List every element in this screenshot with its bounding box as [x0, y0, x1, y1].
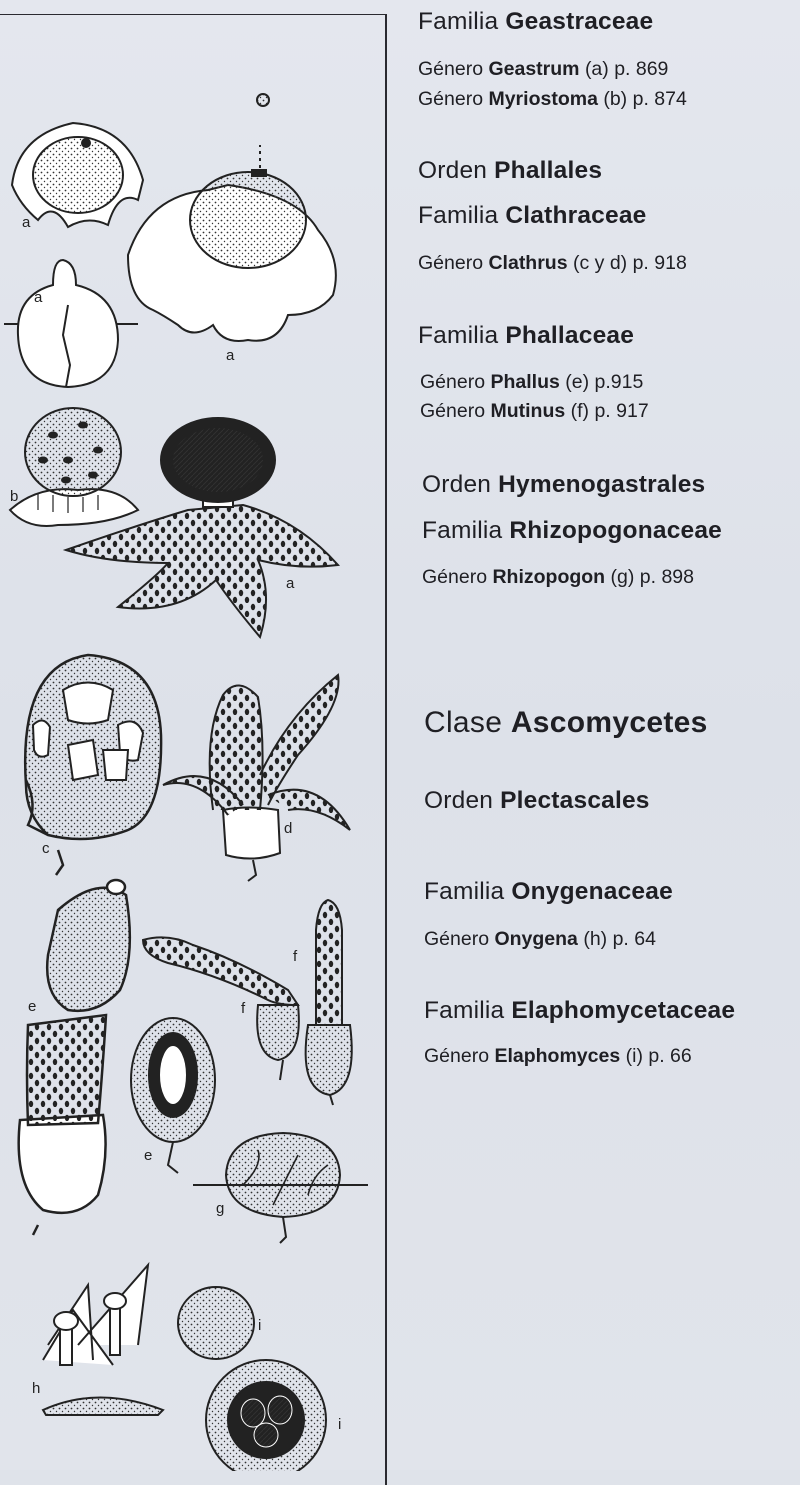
- myriostoma-drawing: [10, 408, 138, 526]
- label-i-1: i: [258, 1317, 262, 1334]
- entry-rank: Género: [418, 58, 484, 80]
- label-a-2: a: [34, 289, 43, 306]
- entry-name: Geastrum: [488, 58, 580, 80]
- label-e-2: e: [144, 1147, 153, 1164]
- entry-rank: Familia: [418, 8, 499, 35]
- entry-name: Ascomycetes: [510, 706, 708, 739]
- rhizopogon-drawing: [193, 1133, 368, 1243]
- entry-name: Elaphomyces: [494, 1045, 621, 1067]
- entry-name: Rhizopogon: [492, 566, 606, 588]
- entry-familia-onygenaceae: [424, 878, 673, 906]
- label-a-4: a: [286, 575, 295, 592]
- entry-orden-hymenogastrales: [422, 471, 705, 499]
- entry-page-ref: (f) p. 917: [570, 400, 649, 422]
- entry-name: Plectascales: [500, 787, 650, 814]
- entry-name: Elaphomycetaceae: [511, 997, 736, 1024]
- entry-rank: Género: [418, 88, 484, 110]
- label-f-2: f: [293, 948, 298, 965]
- label-f-1: f: [241, 1000, 246, 1017]
- geastrum-egg-drawing: [4, 260, 138, 387]
- label-a-3: a: [226, 347, 235, 364]
- entry-name: Clathrus: [488, 252, 568, 274]
- entry-genero-onygena: [424, 928, 656, 951]
- entry-rank: Clase: [424, 706, 503, 739]
- elaphomyces-drawing: [178, 1287, 326, 1471]
- illustration-plate: [0, 14, 387, 1485]
- entry-name: Phallales: [494, 157, 603, 184]
- geastrum-small-drawing: [12, 123, 143, 227]
- entry-orden-phallales: [418, 157, 602, 185]
- entry-genero-clathrus: [418, 252, 687, 275]
- entry-rank: Familia: [418, 322, 499, 349]
- entry-rank: Familia: [418, 202, 499, 229]
- entry-rank: Orden: [424, 787, 494, 814]
- entry-page-ref: (e) p.915: [565, 371, 644, 393]
- entry-clase-ascomycetes: [424, 706, 708, 740]
- entry-rank: Género: [418, 252, 484, 274]
- entry-rank: Género: [420, 400, 486, 422]
- entry-rank: Familia: [424, 878, 505, 905]
- entry-page-ref: (a) p. 869: [584, 58, 669, 80]
- entry-orden-plectascales: [424, 787, 650, 815]
- entry-page-ref: (i) p. 66: [625, 1045, 692, 1067]
- label-d: d: [284, 820, 293, 837]
- entry-genero-phallus: [420, 371, 643, 394]
- geastrum-large-drawing: [128, 94, 336, 341]
- entry-familia-phallaceae: [418, 322, 634, 350]
- entry-name: Clathraceae: [505, 202, 647, 229]
- label-b: b: [10, 488, 19, 505]
- label-c: c: [42, 840, 50, 857]
- entry-rank: Género: [424, 1045, 490, 1067]
- entry-name: Phallaceae: [505, 322, 635, 349]
- entry-name: Geastraceae: [505, 8, 654, 35]
- fungi-illustrations: [0, 15, 385, 1471]
- entry-name: Onygena: [494, 928, 578, 950]
- entry-familia-clathraceae: [418, 202, 647, 230]
- entry-rank: Orden: [418, 157, 488, 184]
- entry-rank: Género: [424, 928, 490, 950]
- entry-page-ref: (b) p. 874: [603, 88, 687, 110]
- entry-rank: Orden: [422, 471, 492, 498]
- entry-name: Mutinus: [490, 400, 566, 422]
- label-e-1: e: [28, 998, 37, 1015]
- entry-rank: Género: [420, 371, 486, 393]
- entry-genero-mutinus: [420, 400, 649, 423]
- phallus-tall-drawing: [19, 880, 130, 1235]
- entry-rank: Familia: [424, 997, 505, 1024]
- entry-name: Hymenogastrales: [498, 471, 706, 498]
- entry-genero-geastrum: [418, 58, 668, 81]
- entry-name: Myriostoma: [488, 88, 598, 110]
- onygena-drawing: [43, 1265, 163, 1415]
- entry-rank: Género: [422, 566, 488, 588]
- entry-familia-elaphomycetaceae: [424, 997, 735, 1025]
- entry-name: Onygenaceae: [511, 878, 673, 905]
- entry-page-ref: (c y d) p. 918: [573, 252, 687, 274]
- entry-genero-rhizopogon: [422, 566, 694, 589]
- clathrus-arms-drawing: [163, 675, 350, 881]
- entry-familia-geastraceae: [418, 8, 653, 36]
- entry-name: Rhizopogonaceae: [509, 517, 723, 544]
- label-g: g: [216, 1200, 225, 1217]
- entry-genero-elaphomyces: [424, 1045, 692, 1068]
- mutinus-upright-drawing: [306, 900, 352, 1105]
- label-h: h: [32, 1380, 41, 1397]
- label-a-1: a: [22, 214, 31, 231]
- entry-rank: Familia: [422, 517, 503, 544]
- label-i-2: i: [338, 1416, 342, 1433]
- entry-genero-myriostoma: [418, 88, 687, 111]
- entry-familia-rhizopogonaceae: [422, 517, 722, 545]
- entry-page-ref: (g) p. 898: [610, 566, 694, 588]
- entry-name: Phallus: [490, 371, 560, 393]
- entry-page-ref: (h) p. 64: [583, 928, 656, 950]
